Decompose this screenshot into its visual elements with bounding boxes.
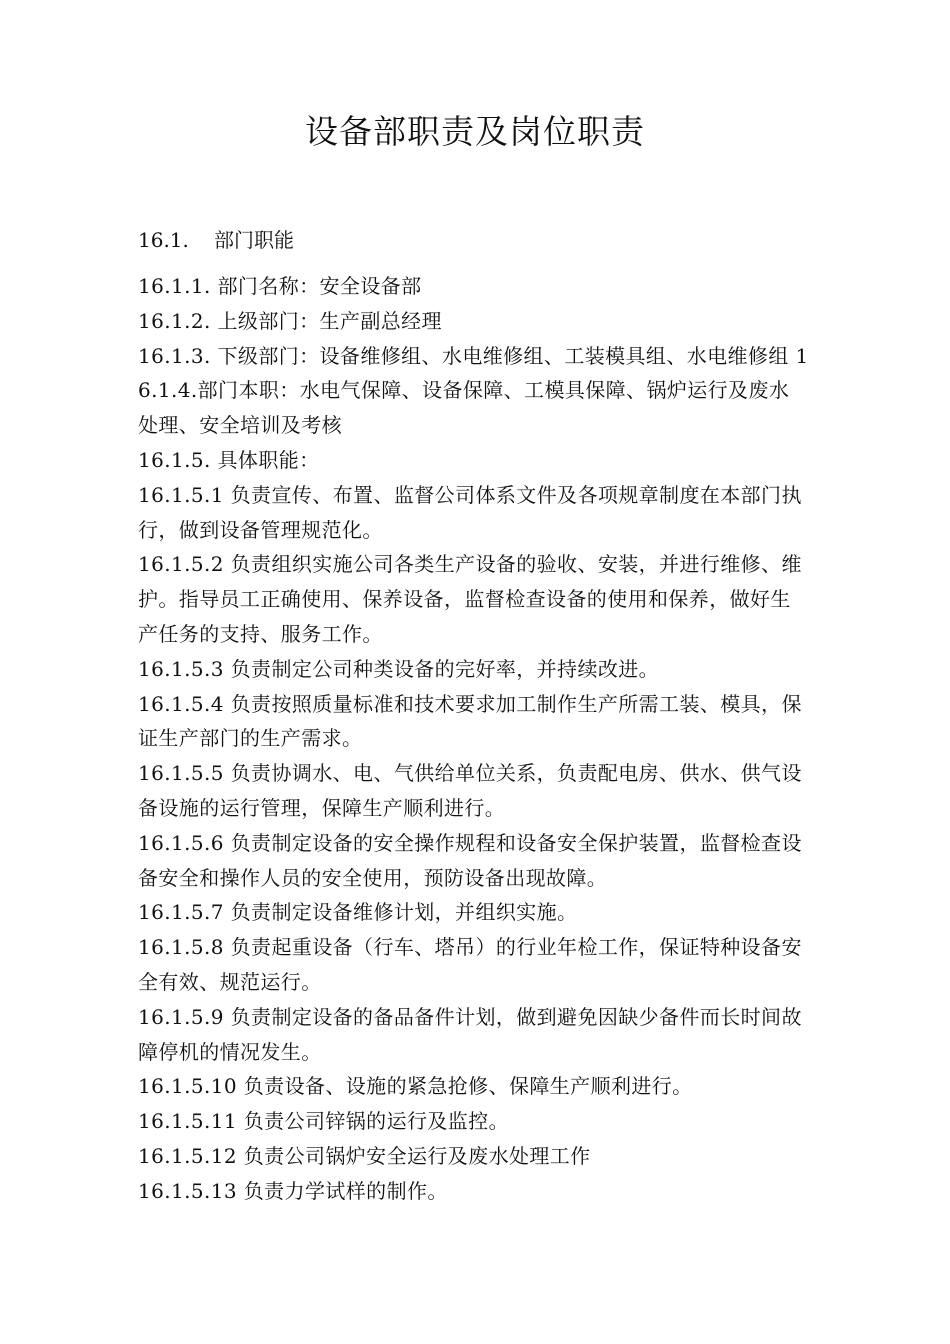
body-text: 16.1.1. 部门名称：安全设备部 16.1.2. 上级部门：生产副总经理 16.1.3. 下级部门：设备维修组、水电维修组、工装模具组、水电维修组 1 6.1.4.部门本职：水电气保障、设备保障、工模具保障、锅炉运行及废水 处理、安全培训及考核 16.1.5. 具体职能： 16.1.5.1 负责宣传、布置、监督公司体系文件及各项规章制度在本部门执 行，做到设备管理规范化。 16.1.5.2 负责组织实施公司各类生产设备的验收、安装，并进行维修、维 护。指导员工正确使用、保养设备，监督检查设备的使用和保养，做好生 产任务的支持、服务工作。 16.1.5.3 负责制定公司种类设备的完好率，并持续改进。 16.1.5.4 负责按照质量标准和技术要求加工制作生产所需工装、模具，保 证生产部门的生产需求。 16.1.5.5 负责协调水、电、气供给单位关系，负责配电房、供水、供气设 备设施的运行管理，保障生产顺利进行。 16.1.5.6 负责制定设备的安全操作规程和设备安全保护装置，监督检查设 备安全和操作人员的安全使用，预防设备出现故障。 16.1.5.7 负责制定设备维修计划，并组织实施。 16.1.5.8 负责起重设备（行车、塔吊）的行业年检工作，保证特种设备安 全有效、规范运行。 16.1.5.9 负责制定设备的备品备件计划，做到避免因缺少备件而长时间故 障停机的情况发生。 16.1.5.10 负责设备、设施的紧急抢修、保障生产顺利进行。 16.1.5.11 负责公司锌锅的运行及监控。 16.1.5.12 负责公司锅炉安全运行及废水处理工作 16.1.5.13 负责力学试样的制作。 bbox=[138, 274, 809, 1203]
section-number: 16.1. bbox=[138, 228, 189, 252]
section-title: 部门职能 bbox=[214, 228, 294, 252]
page-title: 设备部职责及岗位职责 bbox=[305, 112, 645, 151]
section-heading bbox=[138, 226, 294, 254]
